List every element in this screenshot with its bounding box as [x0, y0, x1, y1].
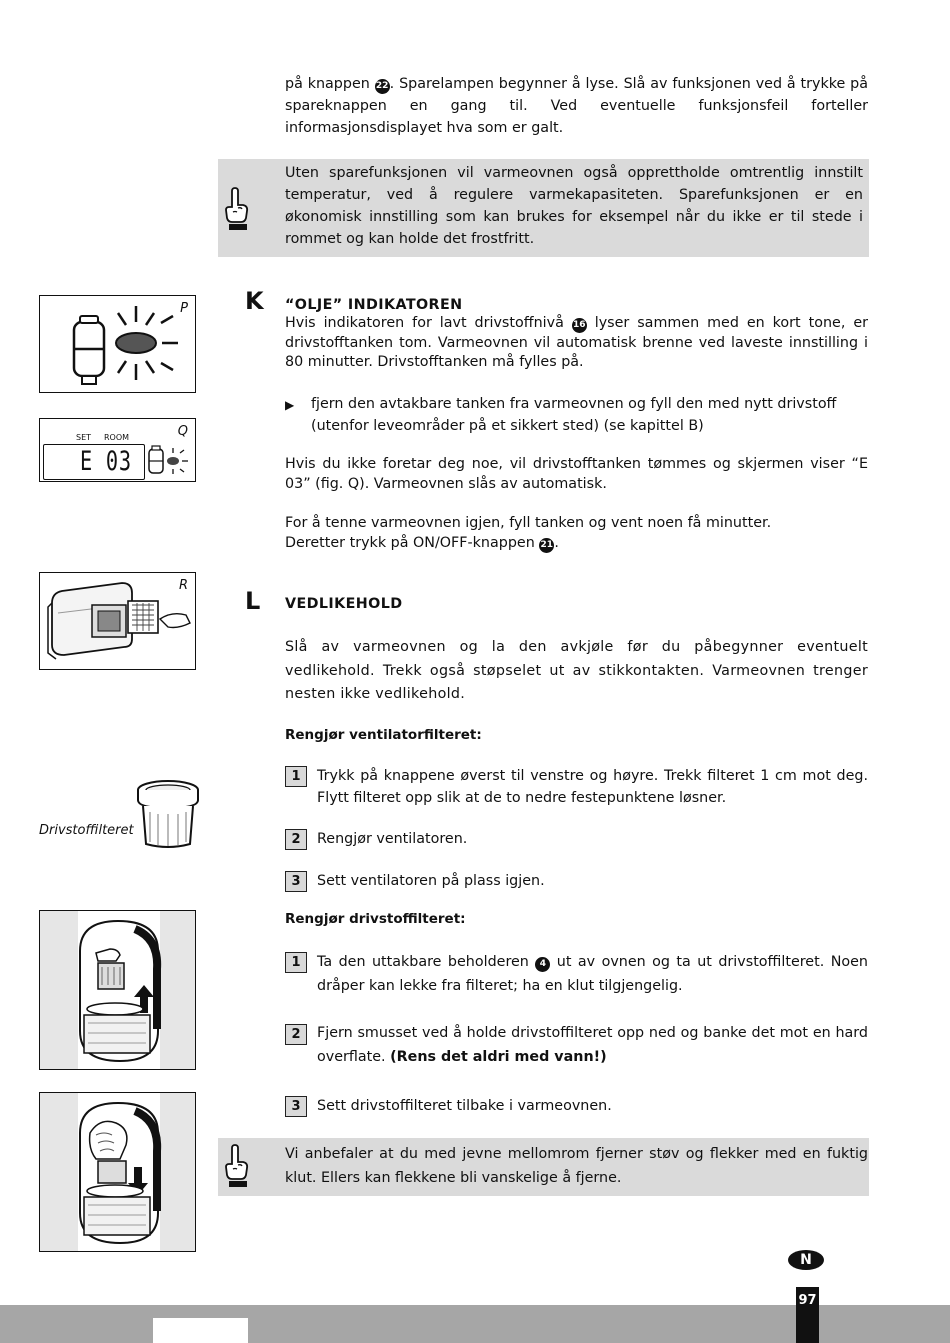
fan-filter-title: Rengjør ventilatorfilteret:	[285, 727, 482, 743]
note-text-1: Uten sparefunksjonen vil varmeovnen også opprettholde omtrentlig innstilt temperatur, ved å regulere varmekapasiteten. Sparefunksjonen er en økonomisk innstilling som kan brukes for eksempel når du ikke er til stede i rommet og kan holde det frostfritt.	[285, 165, 863, 247]
fuel-warning-lamp-icon	[145, 441, 195, 479]
step-number-box: 3	[285, 871, 307, 892]
display-room-label: ROOM	[104, 433, 130, 442]
section-l-intro: Slå av varmeovnen og la den avkjøle før du påbegynner eventuelt vedlikehold. Trekk også støpselet ut av stikkontakten. Varmeovnen trenger nesten ikke vedlikehold.	[285, 639, 868, 702]
section-k-paragraph-3: For å tenne varmeovnen igjen, fyll tanken og vent noen få minutter. Deretter trykk på ON/OFF-knappen 21.	[285, 515, 772, 551]
page-number: 97	[798, 1293, 817, 1308]
fuel-filter-title: Rengjør drivstoffilteret:	[285, 911, 466, 927]
display-set-label: SET	[76, 433, 92, 442]
fuel-step-2-text: Fjern smusset ved å holde drivstoffilteret opp ned og banke det mot en hard overflate. (Rens det aldri med vann!)	[317, 1025, 868, 1065]
step-number-box: 2	[285, 829, 307, 850]
figure-label-r: R	[178, 578, 188, 593]
hand-pointing-icon	[224, 186, 252, 232]
step-number-box: 3	[285, 1096, 307, 1117]
ref-circle-22: 22	[375, 79, 390, 94]
fuel-filter-illustration	[135, 778, 201, 850]
fuel-step-1-text: Ta den uttakbare beholderen 4 ut av ovnen og ta ut drivstoffilteret. Noen dråper kan lekke fra filteret; ha en klut tilgjengelig.	[317, 954, 868, 994]
step-number-box: 2	[285, 1024, 307, 1045]
section-letter-l: L	[245, 587, 261, 615]
figure-t	[39, 1092, 196, 1252]
figure-p	[39, 295, 196, 393]
ref-circle-4: 4	[535, 957, 550, 972]
intro-paragraph: på knappen 22. Sparelampen begynner å lyse. Slå av funksjonen ved å trykke på spareknappen en gang til. Ved eventuelle funksjonsfeil forteller informasjonsdisplayet hva som er galt.	[285, 76, 868, 136]
section-k-paragraph-2: Hvis du ikke foretar deg noe, vil drivstofftanken tømmes og skjermen viser “E 03” (fig. Q). Varmeovnen slås av automatisk.	[285, 456, 868, 492]
figure-label-q: Q	[177, 424, 188, 439]
fuel-indicator-illustration	[40, 296, 195, 392]
step-number-box: 1	[285, 766, 307, 787]
bullet-arrow-icon: ▶	[285, 398, 295, 412]
note-text-2: Vi anbefaler at du med jevne mellomrom fjerner støv og flekker med en fuktig klut. Ellers kan flekkene bli vanskelige å fjerne.	[285, 1146, 868, 1186]
display-error-code: E 03	[80, 446, 132, 477]
fuel-filter-refit-illustration	[40, 1093, 195, 1251]
footer-white-tab	[153, 1318, 248, 1343]
fuel-filter-removal-illustration	[40, 911, 195, 1069]
section-title-k: “OLJE” INDIKATOREN	[285, 297, 463, 313]
hand-pointing-icon	[224, 1143, 252, 1189]
section-letter-k: K	[245, 287, 264, 315]
heater-fan-filter-illustration	[40, 573, 195, 669]
fan-step-2-text: Rengjør ventilatoren.	[317, 831, 468, 847]
filter-caption: Drivstoffilteret	[39, 823, 134, 838]
step-number-box: 1	[285, 952, 307, 973]
section-title-l: VEDLIKEHOLD	[285, 596, 403, 612]
section-k-bullet: fjern den avtakbare tanken fra varmeovnen og fyll den med nytt drivstoff (utenfor leveområder på et sikkert sted) (se kapittel B)	[311, 396, 837, 434]
ref-circle-21: 21	[539, 538, 554, 553]
language-badge: N	[788, 1250, 824, 1270]
section-k-paragraph-1: Hvis indikatoren for lavt drivstoffnivå 16 lyser sammen med en kort tone, er drivstofftanken tom. Varmeovnen vil automatisk brenne ved laveste innstilling i 80 minutter. Drivstofftanken må fylles på.	[285, 315, 868, 370]
fuel-step-3-text: Sett drivstoffilteret tilbake i varmeovnen.	[317, 1098, 612, 1114]
ref-circle-16: 16	[572, 318, 587, 333]
figure-s	[39, 910, 196, 1070]
fan-step-3-text: Sett ventilatoren på plass igjen.	[317, 873, 545, 889]
fan-step-1-text: Trykk på knappene øverst til venstre og høyre. Trekk filteret 1 cm mot deg. Flytt filteret opp slik at de to nedre festepunktene løsner.	[317, 768, 868, 806]
figure-label-p: P	[180, 301, 188, 316]
figure-q	[39, 418, 196, 482]
figure-r	[39, 572, 196, 670]
